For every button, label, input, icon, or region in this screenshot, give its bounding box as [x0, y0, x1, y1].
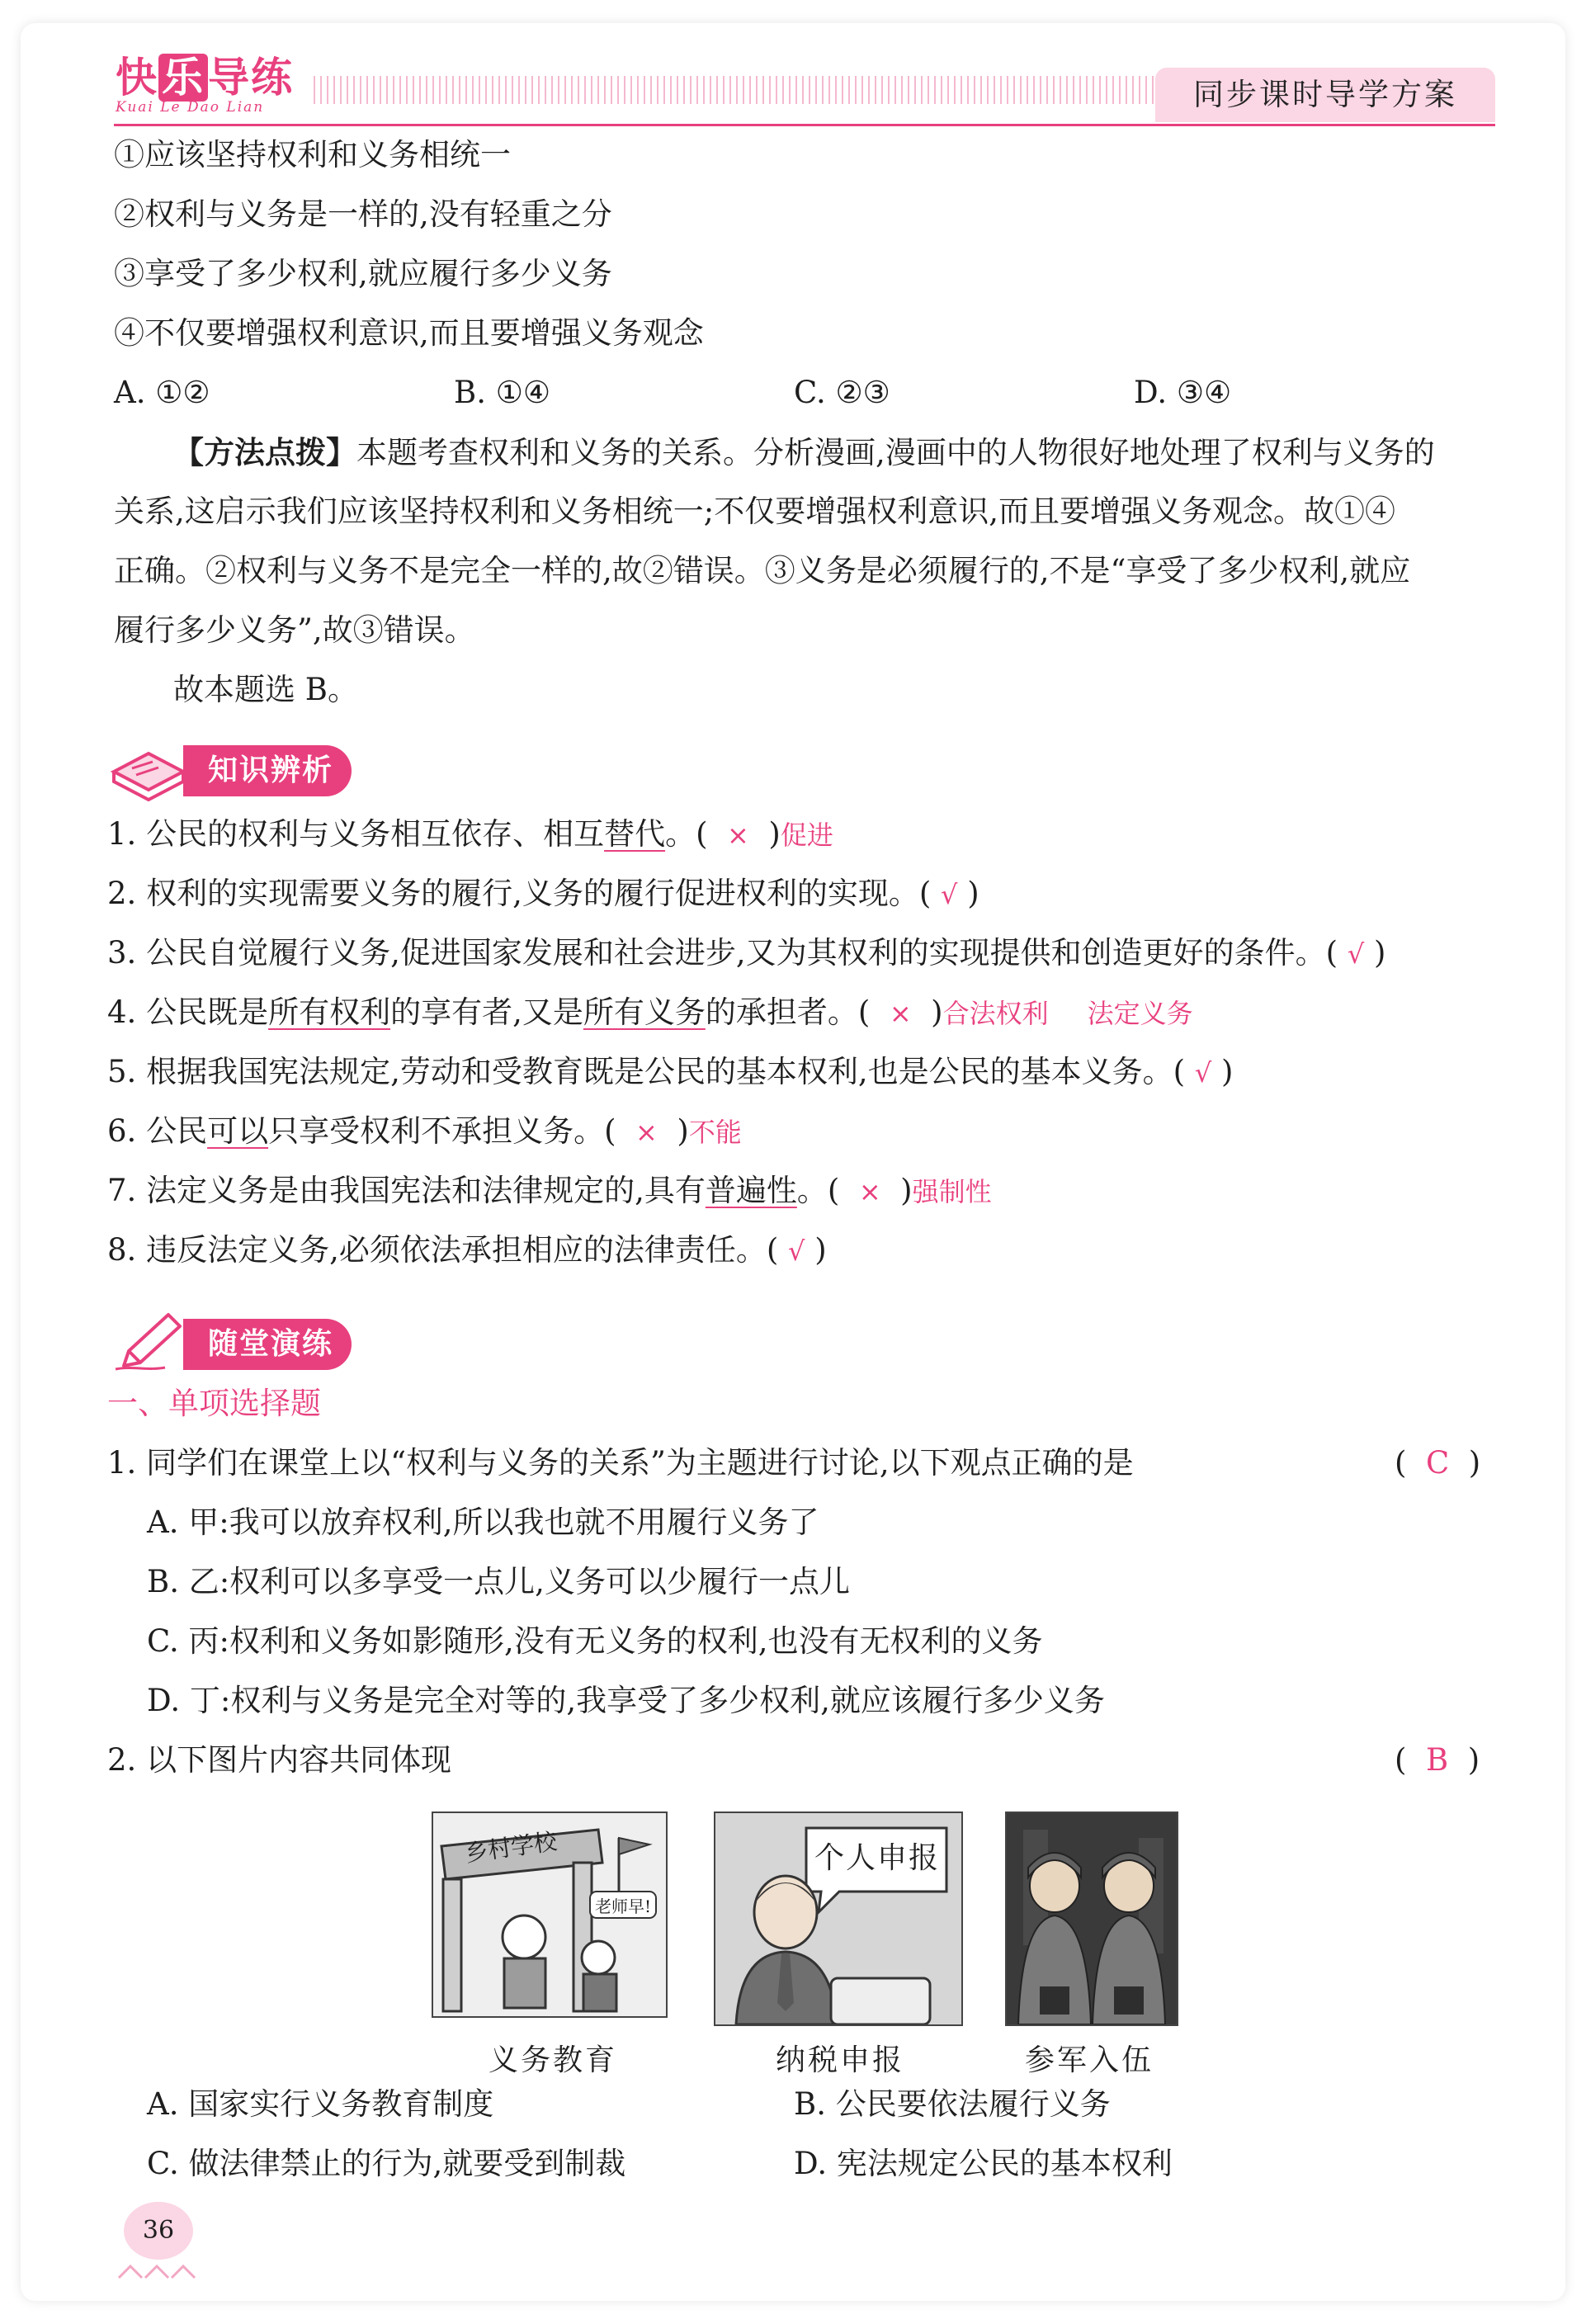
statement-4: ④不仅要增强权利意识,而且要增强义务观念	[114, 315, 704, 351]
section-title: 一、单项选择题	[107, 1386, 321, 1421]
header-decoration	[314, 76, 1155, 104]
q1-option-a: A. 甲:我可以放弃权利,所以我也就不用履行义务了	[147, 1504, 819, 1540]
q2-answer: ( B )	[1395, 1742, 1480, 1778]
knowledge-item-7: 7. 法定义务是由我国宪法和法律规定的,具有普遍性。( × )强制性	[107, 1173, 992, 1208]
statement-3: ③享受了多少权利,就应履行多少义务	[114, 256, 612, 291]
statement-1: ①应该坚持权利和义务相统一	[114, 137, 511, 172]
pencil-icon	[107, 1308, 190, 1374]
method-conclusion: 故本题选 B。	[173, 672, 358, 707]
method-line-1: 【方法点拨】本题考查权利和义务的关系。分析漫画,漫画中的人物很好地处理了权利与义务的	[173, 434, 1435, 470]
knowledge-item-5: 5. 根据我国宪法规定,劳动和受教育既是公民的基本权利,也是公民的基本义务。( √ )	[107, 1054, 1234, 1089]
q1-option-d: D. 丁:权利与义务是完全对等的,我享受了多少权利,就应该履行多少义务	[147, 1683, 1105, 1718]
school-illustration	[432, 1811, 668, 2018]
knowledge-item-6: 6. 公民可以只享受权利不承担义务。( × )不能	[107, 1113, 742, 1149]
choice-b: B. ①④	[454, 375, 551, 410]
knowledge-item-8: 8. 违反法定义务,必须依法承担相应的法律责任。( √ )	[107, 1232, 827, 1268]
q1-stem: 1. 同学们在课堂上以“权利与义务的关系”为主题进行讨论,以下观点正确的是	[107, 1445, 1134, 1481]
q2-option-a: A. 国家实行义务教育制度	[147, 2086, 494, 2122]
knowledge-item-2: 2. 权利的实现需要义务的履行,义务的履行促进权利的实现。( √ )	[107, 876, 979, 911]
speech-bubble-text: 个人申报	[814, 1841, 941, 1875]
school-sign-text: 乡村学校	[463, 1827, 559, 1868]
knowledge-item-4: 4. 公民既是所有权利的享有者,又是所有义务的承担者。( × )合法权利 法定义务	[107, 994, 1193, 1030]
soldiers-icon	[1007, 1813, 1177, 2024]
method-line-2: 关系,这启示我们应该坚持权利和义务相统一;不仅要增强权利意识,而且要增强义务观念。故①④	[114, 494, 1395, 529]
q1-option-b: B. 乙:权利可以多享受一点儿,义务可以少履行一点儿	[147, 1564, 850, 1599]
knowledge-badge: 知识辨析	[183, 745, 352, 796]
q2-stem: 2. 以下图片内容共同体现	[107, 1742, 452, 1778]
choice-d: D. ③④	[1134, 375, 1232, 410]
book-icon	[107, 739, 190, 805]
brand-logo: 快乐导练	[116, 54, 294, 102]
caption-education: 义务教育	[489, 2043, 618, 2077]
method-label: 【方法点拨】	[173, 434, 356, 470]
header-rule	[114, 124, 1495, 126]
brand-pinyin: Kuai Le Dao Lian	[116, 99, 265, 116]
tax-illustration	[714, 1811, 963, 2026]
caption-military: 参军入伍	[1025, 2043, 1154, 2077]
knowledge-item-1: 1. 公民的权利与义务相互依存、相互替代。( × )促进	[107, 816, 833, 852]
knowledge-item-3: 3. 公民自觉履行义务,促进国家发展和社会进步,又为其权利的实现提供和创造更好的条件。( √ )	[107, 935, 1386, 971]
caption-tax: 纳税申报	[776, 2043, 905, 2077]
method-line-4: 履行多少义务”,故③错误。	[114, 612, 475, 648]
footer-chevron-icon	[116, 2256, 201, 2281]
q1-answer: ( C )	[1395, 1445, 1481, 1481]
q1-option-c: C. 丙:权利和义务如影随形,没有无义务的权利,也没有无权利的义务	[147, 1623, 1043, 1659]
q2-option-b: B. 公民要依法履行义务	[794, 2086, 1111, 2122]
q2-option-d: D. 宪法规定公民的基本权利	[794, 2146, 1173, 2181]
choice-a: A. ①②	[114, 375, 210, 410]
statement-2: ②权利与义务是一样的,没有轻重之分	[114, 196, 612, 232]
method-line-3: 正确。②权利与义务不是完全一样的,故②错误。③义务是必须履行的,不是“享受了多少权利,就应	[114, 553, 1411, 588]
choice-c: C. ②③	[794, 375, 890, 410]
practice-badge: 随堂演练	[183, 1319, 352, 1370]
greeting-bubble-text: 老师早!	[595, 1897, 652, 1916]
q2-option-c: C. 做法律禁止的行为,就要受到制裁	[147, 2146, 626, 2181]
soldiers-illustration	[1005, 1811, 1178, 2026]
series-title: 同步课时导学方案	[1155, 68, 1495, 122]
page-number: 36	[124, 2202, 193, 2260]
